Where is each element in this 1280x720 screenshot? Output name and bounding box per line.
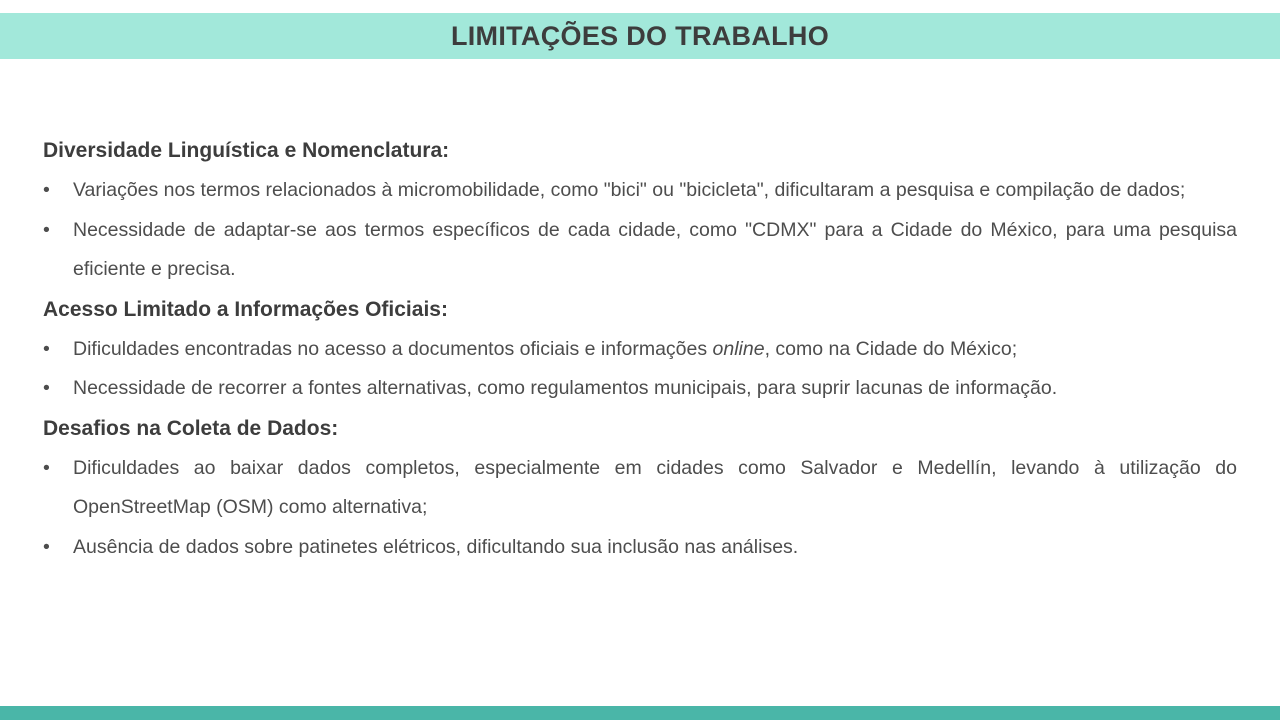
- list-item: [43, 449, 1237, 528]
- list-item: [43, 330, 1237, 370]
- title-bar: [0, 13, 1280, 59]
- list-item: [43, 369, 1237, 409]
- bullet-list: [43, 449, 1237, 568]
- bullet-list: [43, 171, 1237, 290]
- section-heading: Desafios na Coleta de Dados:: [43, 416, 339, 440]
- list-item: [43, 171, 1237, 211]
- bullet-marker: •: [43, 535, 50, 558]
- bullet-list: [43, 330, 1237, 409]
- bullet-marker: •: [43, 377, 50, 399]
- list-item-text: Necessidade de adaptar-se aos termos específicos de cada cidade, como "CDMX" para a Cidade do México, para uma pesquisa eficiente e precisa.: [73, 218, 1237, 280]
- footer-bar: [0, 706, 1280, 720]
- list-item: [43, 528, 1237, 568]
- list-item: [43, 211, 1237, 290]
- slide-title: LIMITAÇÕES DO TRABALHO: [450, 20, 830, 51]
- list-item-text: Variações nos termos relacionados à micromobilidade, como "bici" ou "bicicleta", dificultaram a pesquisa e compilação de dados;: [73, 179, 1186, 201]
- list-item-text: Dificuldades ao baixar dados completos, especialmente em cidades como Salvador e Medellín, levando à utilização do OpenStreetMap (OSM) como alternativa;: [73, 456, 1237, 518]
- list-item-text: Ausência de dados sobre patinetes elétricos, dificultando sua inclusão nas análises.: [73, 535, 799, 558]
- section-linguistic-diversity: [43, 131, 1237, 290]
- list-item-text: Necessidade de recorrer a fontes alternativas, como regulamentos municipais, para suprir lacunas de informação.: [73, 377, 1058, 399]
- section-heading: Acesso Limitado a Informações Oficiais:: [43, 297, 448, 321]
- section-data-collection: [43, 409, 1237, 568]
- bullet-marker: •: [43, 179, 50, 201]
- section-heading: Diversidade Linguística e Nomenclatura:: [43, 139, 450, 162]
- list-item-emphasis: online: [712, 337, 765, 360]
- bullet-marker: •: [43, 337, 50, 360]
- section-limited-access: [43, 290, 1237, 409]
- list-item-text-after: , como na Cidade do México;: [764, 337, 1018, 360]
- slide-content: [43, 131, 1237, 567]
- bullet-marker: •: [43, 218, 50, 241]
- bullet-marker: •: [43, 456, 50, 479]
- list-item-text-before: Dificuldades encontradas no acesso a documentos oficiais e informações: [73, 337, 713, 360]
